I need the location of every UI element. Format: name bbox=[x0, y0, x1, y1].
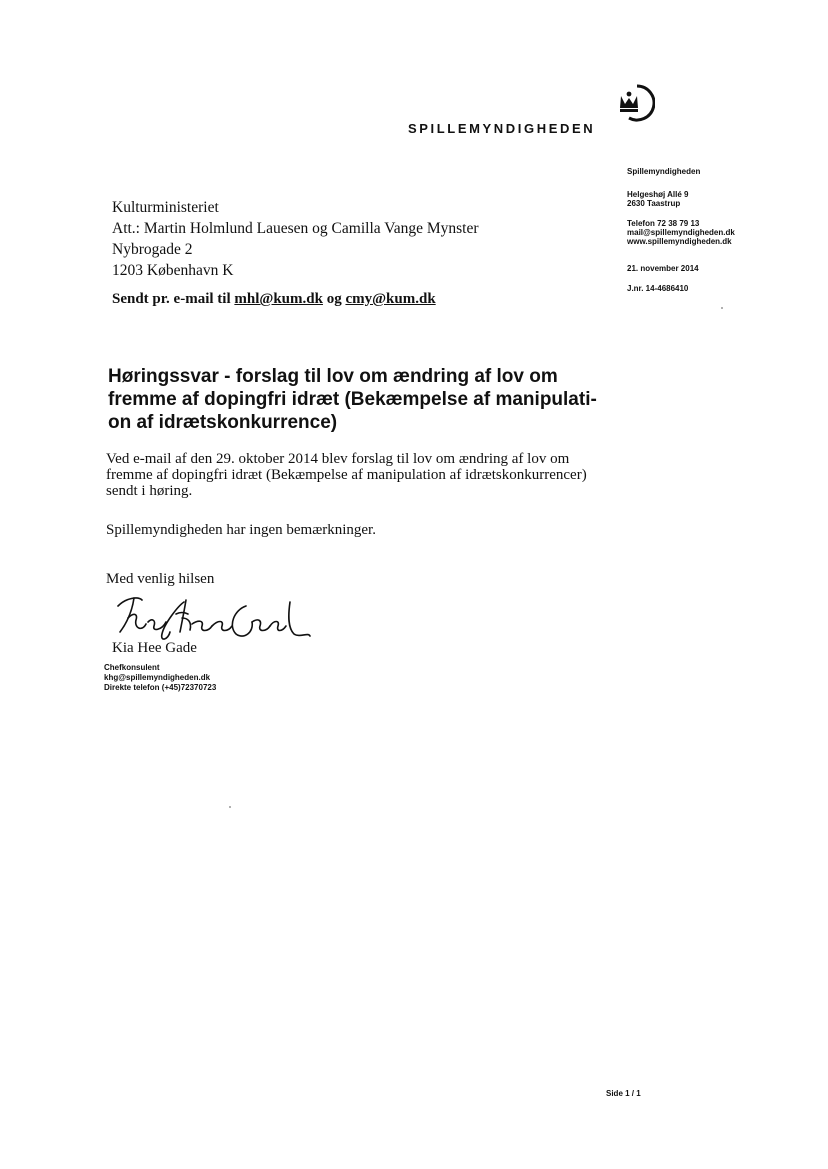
sender-street: Helgeshøj Allé 9 bbox=[627, 190, 689, 199]
letter-date: 21. november 2014 bbox=[627, 264, 699, 273]
recipient-line: Kulturministeriet bbox=[112, 199, 219, 216]
sent-og: og bbox=[326, 291, 342, 307]
recipient-line: Att.: Martin Holmlund Lauesen og Camilla Vange Mynster bbox=[112, 220, 479, 237]
signer-name: Kia Hee Gade bbox=[112, 640, 197, 656]
body-paragraph: Ved e-mail af den 29. oktober 2014 blev forslag til lov om ændring af lov om fremme af dopingfri idræt (Bekæmpelse af manipulation af idrætskonkurrencer) sendt i høring. bbox=[106, 451, 587, 499]
sent-by-email-line bbox=[112, 291, 436, 308]
sender-phone: Telefon 72 38 79 13 bbox=[627, 219, 700, 228]
sender-mail: mail@spillemyndigheden.dk bbox=[627, 228, 735, 237]
sender-city: 2630 Taastrup bbox=[627, 199, 681, 208]
recipient-line: 1203 København K bbox=[112, 262, 234, 279]
sender-address bbox=[627, 190, 689, 208]
sender-org: Spillemyndigheden bbox=[627, 167, 701, 176]
sender-contact bbox=[627, 219, 735, 246]
body-paragraph: Spillemyndigheden har ingen bemærkninger. bbox=[106, 522, 376, 538]
recipient-address bbox=[112, 197, 479, 281]
scan-speck bbox=[721, 307, 723, 309]
scan-speck bbox=[229, 806, 231, 808]
email-link-mhl[interactable]: mhl@kum.dk bbox=[234, 291, 323, 307]
email-link-cmy[interactable]: cmy@kum.dk bbox=[345, 291, 436, 307]
letter-heading: Høringssvar - forslag til lov om ændring af lov om fremme af dopingfri idræt (Bekæmpelse af manipulati-on af idrætskonkurrence) bbox=[108, 366, 597, 433]
sent-prefix: Sendt pr. e-mail til bbox=[112, 291, 231, 307]
signer-title: Chefkonsulent bbox=[104, 663, 160, 672]
signer-email: khg@spillemyndigheden.dk bbox=[104, 673, 211, 682]
signer-details bbox=[104, 663, 216, 693]
journal-number: J.nr. 14-4686410 bbox=[627, 284, 689, 293]
recipient-line: Nybrogade 2 bbox=[112, 241, 193, 258]
org-logo-text: SPILLEMYNDIGHEDEN bbox=[408, 121, 596, 136]
page-number: Side 1 / 1 bbox=[606, 1089, 641, 1098]
closing-phrase: Med venlig hilsen bbox=[106, 571, 215, 587]
crown-logo-icon bbox=[607, 82, 655, 122]
signer-phone: Direkte telefon (+45)72370723 bbox=[104, 683, 217, 692]
sender-web: www.spillemyndigheden.dk bbox=[627, 237, 732, 246]
